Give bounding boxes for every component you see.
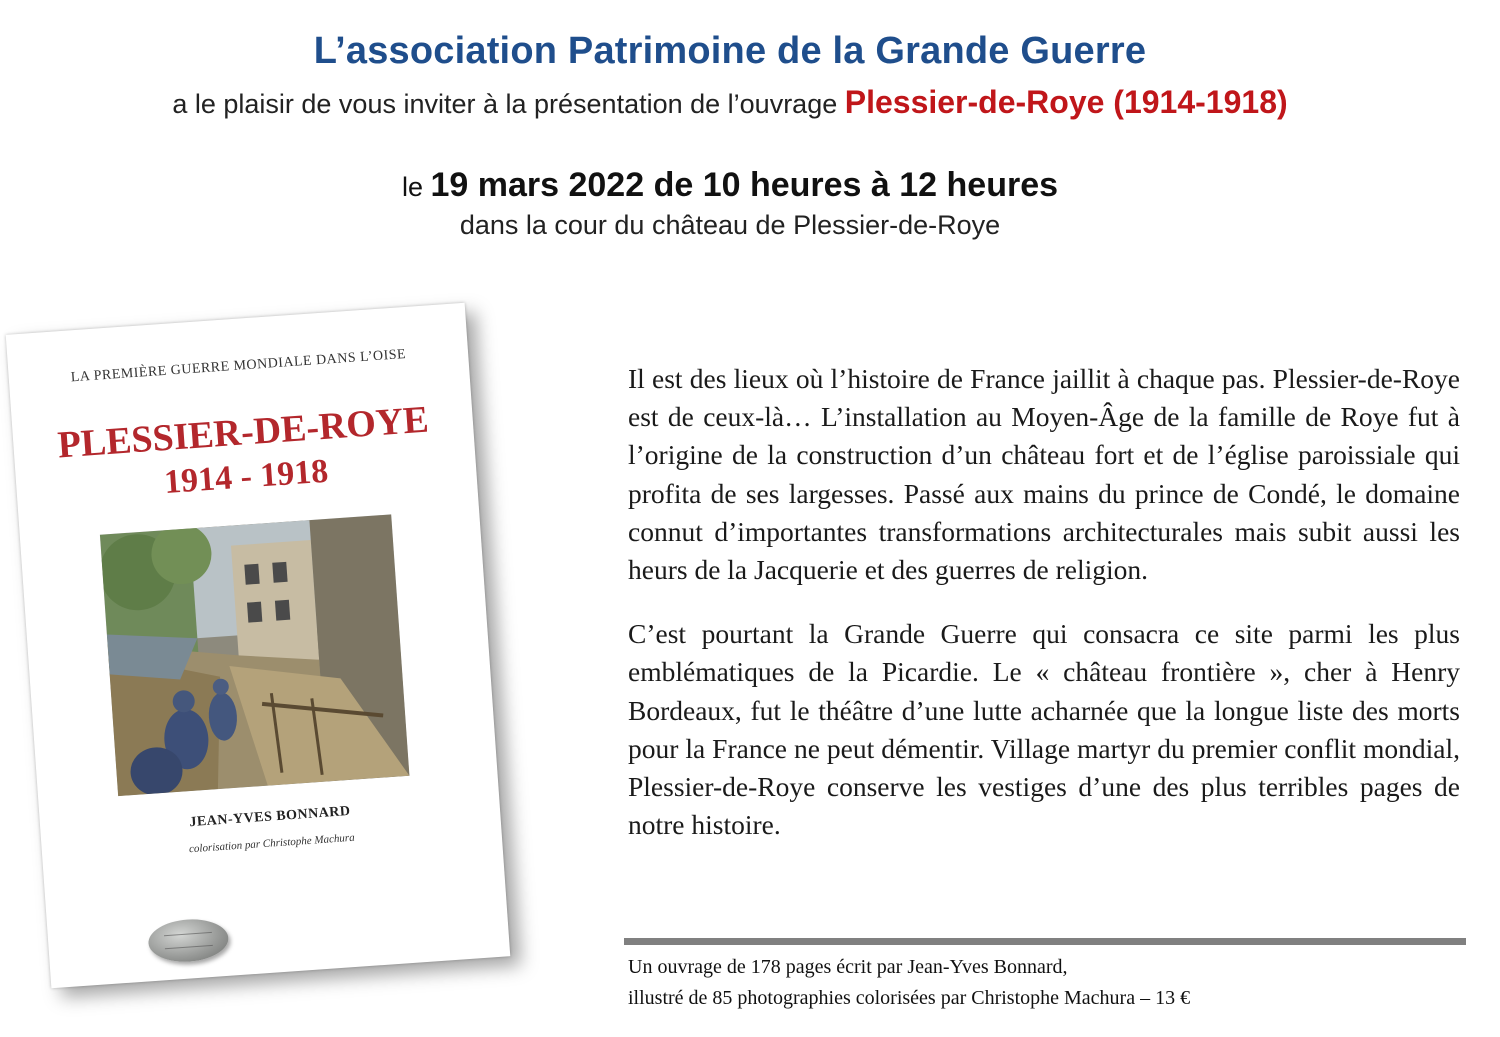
hours-value: de 10 heures à 12 heures	[644, 166, 1059, 204]
divider	[624, 938, 1466, 945]
details-line-2: illustré de 85 photographies colorisées par Christophe Machura – 13 €	[628, 987, 1191, 1009]
engraved-stone-icon	[147, 917, 230, 964]
invitation-line	[0, 84, 1460, 121]
invitation-text: a le plaisir de vous inviter à la présentation de l’ouvrage	[172, 89, 845, 119]
paragraph-1: Il est des lieux où l’histoire de France jaillit à chaque pas. Plessier-de-Roye est de ceux-là… L’installation au Moyen-Âge de la famille de Roye fut à l’origine de la construction d’un château fort et de l’église paroissiale qui profita de ses largesses. Passé aux mains du prince de Condé, le domaine connut d’importantes transformations architecturales mais subit aussi les heurs de la Jacquerie et des guerres de religion.	[628, 363, 1460, 586]
date-prefix: le	[401, 172, 431, 202]
cover-colorisation: colorisation par Christophe Machura	[188, 831, 356, 856]
book-title: Plessier-de-Roye (1914-1918)	[844, 84, 1288, 120]
book-cover	[6, 303, 511, 988]
event-place: dans la cour du château de Plessier-de-Roye	[459, 210, 1001, 240]
association-title: L’association Patrimoine de la Grande Guerre	[313, 30, 1147, 72]
cover-series: LA PREMIÈRE GUERRE MONDIALE DANS L’OISE	[70, 346, 407, 386]
event-date	[0, 166, 1460, 205]
cover-years: 1914 - 1918	[162, 452, 330, 502]
book-details	[628, 952, 1468, 1014]
paragraph-2: C’est pourtant la Grande Guerre qui consacra ce site parmi les plus emblématiques de la Picardie. Le « château frontière », cher à Henry Bordeaux, fut le théâtre d’une lutte acharnée que la longue liste des morts pour la France ne peut démentir. Village martyr du premier conflit mondial, Plessier-de-Roye conserve les vestiges d’une des plus terribles pages de notre histoire.	[628, 618, 1460, 841]
trench-photo-icon	[100, 514, 410, 796]
cover-title: PLESSIER-DE-ROYE	[56, 398, 430, 467]
description	[628, 360, 1460, 870]
cover-author: JEAN-YVES BONNARD	[188, 803, 351, 831]
details-line-1: Un ouvrage de 178 pages écrit par Jean-Yves Bonnard,	[628, 956, 1068, 978]
date-value: 19 mars 2022	[430, 166, 645, 204]
